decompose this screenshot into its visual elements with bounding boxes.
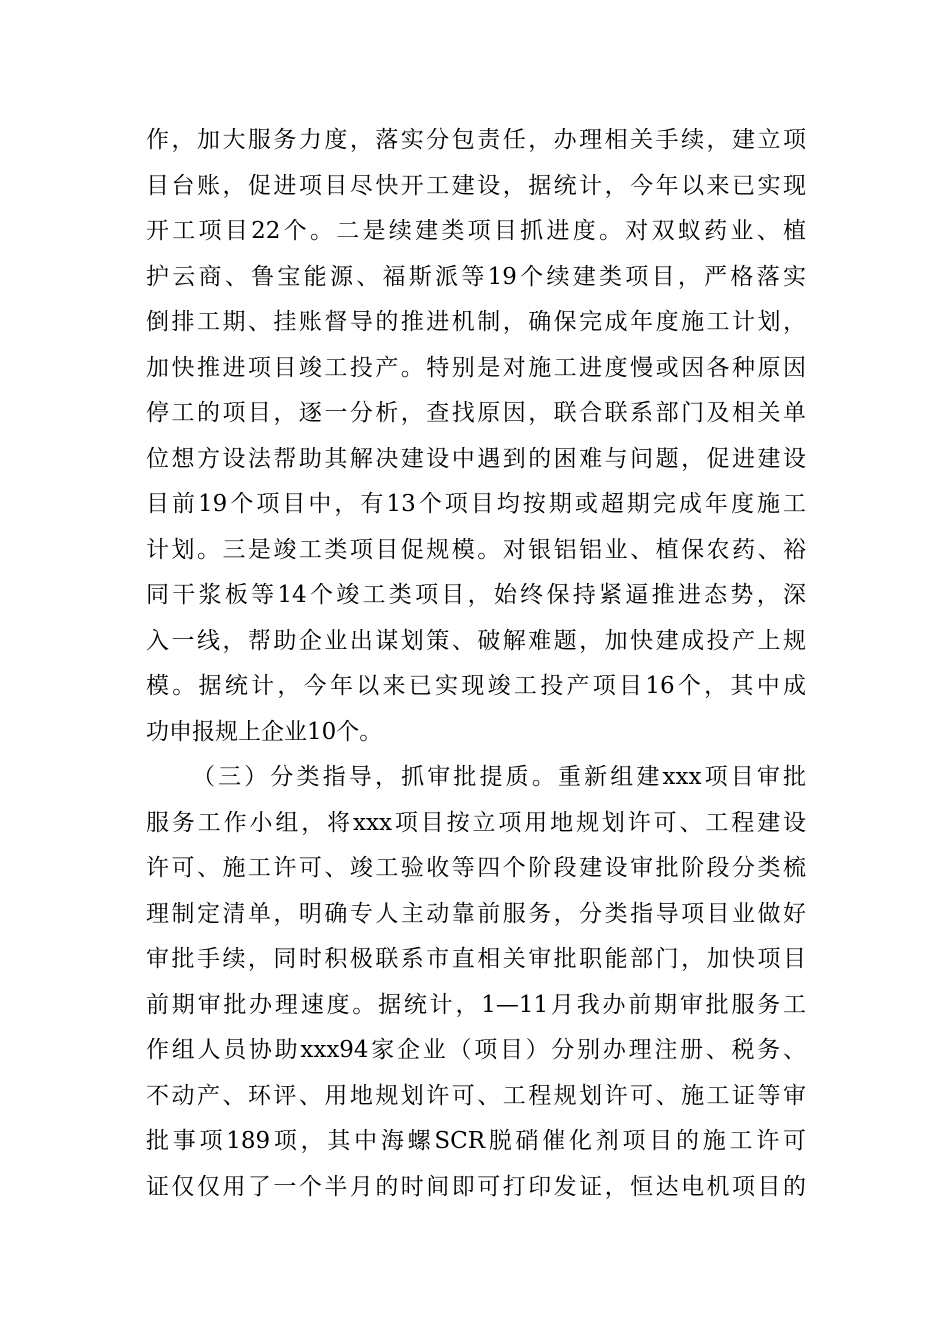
text-line: 护云商、鲁宝能源、福斯派等19个续建类项目，严格落实 — [146, 263, 806, 290]
text-line: 位想方设法帮助其解决建设中遇到的困难与问题，促进建设 — [146, 445, 806, 472]
text-line: 同干浆板等14个竣工类项目，始终保持紧逼推进态势，深 — [146, 582, 806, 608]
text-line: 倒排工期、挂账督导的推进机制，确保完成年度施工计划， — [146, 309, 806, 335]
text-line: 许可、施工许可、竣工验收等四个阶段建设审批阶段分类梳 — [146, 855, 806, 881]
text-line: 计划。三是竣工类项目促规模。对银铝铝业、植保农药、裕 — [146, 536, 806, 563]
document-body — [146, 118, 806, 1210]
paragraph-project-progress — [146, 118, 806, 755]
text-line: 作组人员协助xxx94家企业（项目）分别办理注册、税务、 — [146, 1037, 806, 1063]
text-line: 证仅仅用了一个半月的时间即可打印发证，恒达电机项目的 — [146, 1173, 806, 1200]
text-line: 目台账，促进项目尽快开工建设，据统计，今年以来已实现 — [146, 172, 806, 199]
text-line: 加快推进项目竣工投产。特别是对施工进度慢或因各种原因 — [146, 354, 806, 381]
text-line: 不动产、环评、用地规划许可、工程规划许可、施工证等审 — [146, 1082, 806, 1109]
text-line: 停工的项目，逐一分析，查找原因，联合联系部门及相关单 — [146, 400, 806, 426]
text-line: 审批手续，同时积极联系市直相关审批职能部门，加快项目 — [146, 946, 806, 972]
text-line: 服务工作小组，将xxx项目按立项用地规划许可、工程建设 — [146, 809, 806, 836]
text-line: 批事项189项，其中海螺SCR脱硝催化剂项目的施工许可 — [146, 1128, 806, 1154]
section-heading-line: （三）分类指导，抓审批提质。重新组建xxx项目审批 — [192, 764, 806, 790]
text-line: 功申报规上企业10个。 — [146, 718, 383, 745]
text-line: 作，加大服务力度，落实分包责任，办理相关手续，建立项 — [146, 127, 806, 153]
text-line: 入一线，帮助企业出谋划策、破解难题，加快建成投产上规 — [146, 627, 806, 654]
text-line: 理制定清单，明确专人主动靠前服务，分类指导项目业做好 — [146, 900, 806, 927]
text-line: 前期审批办理速度。据统计，1—11月我办前期审批服务工 — [146, 991, 806, 1018]
text-line: 目前19个项目中，有13个项目均按期或超期完成年度施工 — [146, 491, 806, 517]
paragraph-approval-guidance — [146, 755, 806, 1210]
text-line: 开工项目22个。二是续建类项目抓进度。对双蚁药业、植 — [146, 218, 806, 244]
text-line: 模。据统计，今年以来已实现竣工投产项目16个，其中成 — [146, 673, 806, 699]
